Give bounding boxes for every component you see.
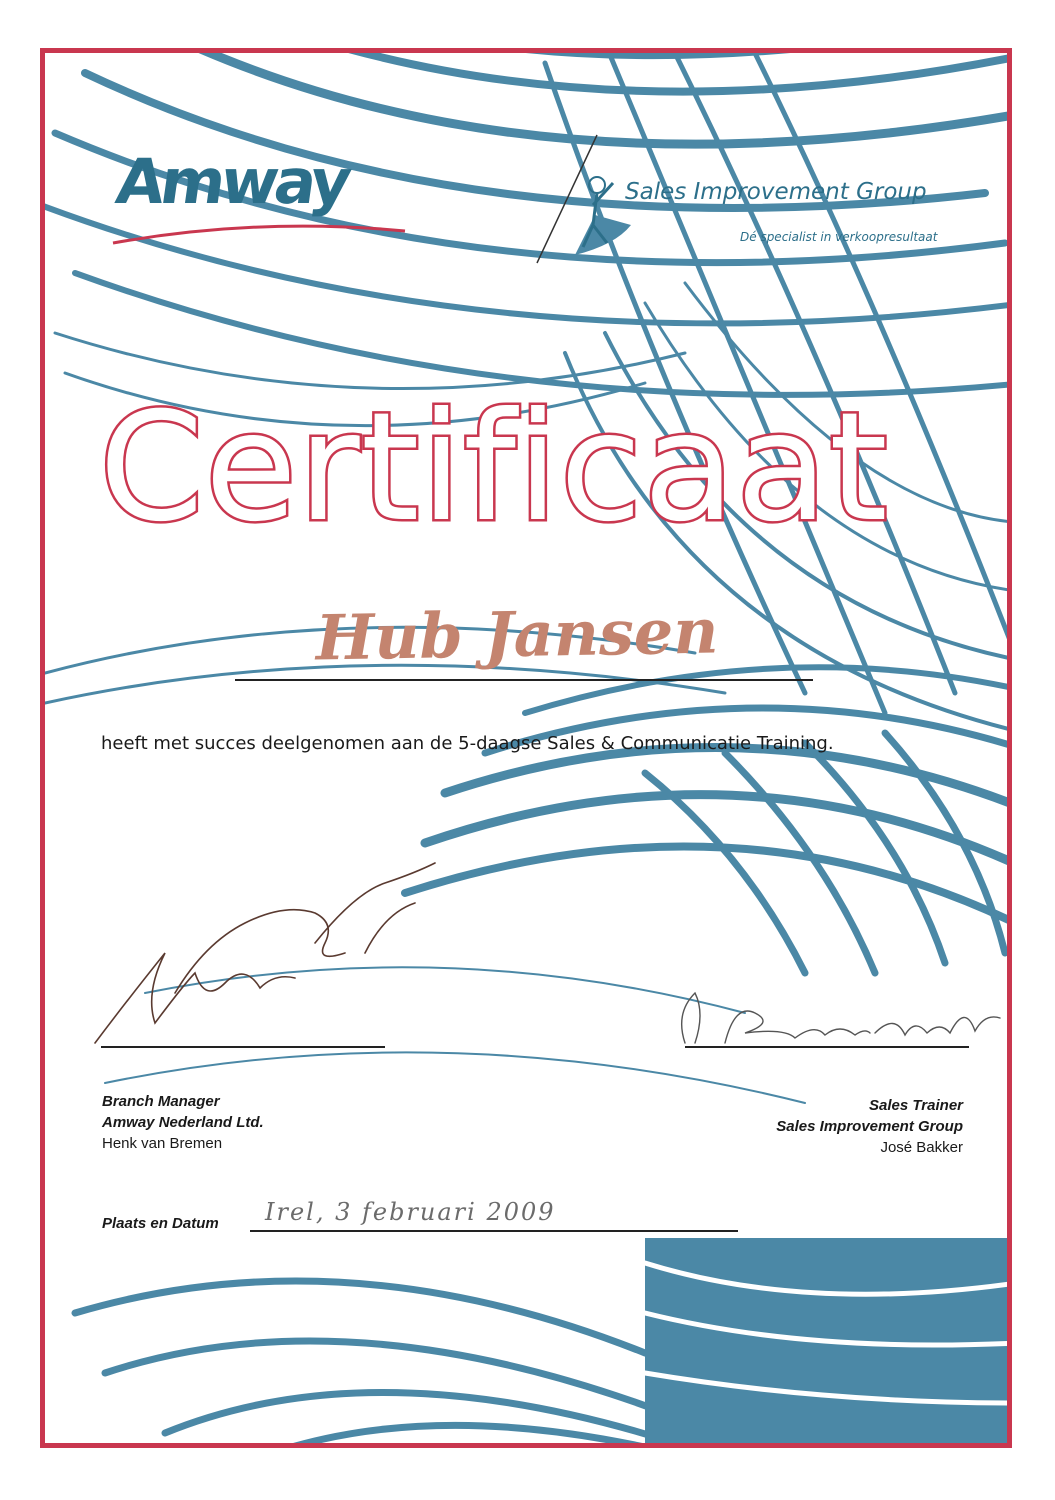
- certificate-title: Certificaat: [99, 381, 889, 555]
- left-signature-line: [101, 1046, 385, 1048]
- company-tagline: Dé specialist in verkoopresultaat: [740, 230, 938, 244]
- right-signature-line: [685, 1046, 969, 1048]
- sales-improvement-group-title: Sales Improvement Group: [625, 179, 927, 205]
- left-signatory-block: [102, 1091, 264, 1154]
- left-signatory-role: Branch Manager: [102, 1093, 220, 1110]
- right-signatory-block: [776, 1095, 963, 1158]
- left-signatory-organization: Amway Nederland Ltd.: [102, 1114, 264, 1131]
- recipient-underline: [235, 679, 813, 681]
- completion-statement: heeft met succes deelgenomen aan de 5-daagse Sales & Communicatie Training.: [101, 733, 834, 754]
- recipient-name: Hub Jansen: [315, 594, 719, 675]
- place-date-value: Irel, 3 februari 2009: [265, 1198, 556, 1226]
- place-date-label: Plaats en Datum: [102, 1215, 219, 1232]
- left-signatory-name: Henk van Bremen: [102, 1135, 223, 1152]
- amway-logo-swoosh: [109, 211, 409, 251]
- amway-logo: Amway: [111, 145, 353, 218]
- right-signatory-organization: Sales Improvement Group: [776, 1118, 963, 1135]
- right-signatory-role: Sales Trainer: [869, 1097, 963, 1114]
- right-signatory-name: José Bakker: [880, 1139, 963, 1156]
- place-date-underline: [250, 1230, 738, 1232]
- sales-improvement-group-logo-icon: [535, 125, 635, 265]
- certificate-frame: [40, 48, 1012, 1448]
